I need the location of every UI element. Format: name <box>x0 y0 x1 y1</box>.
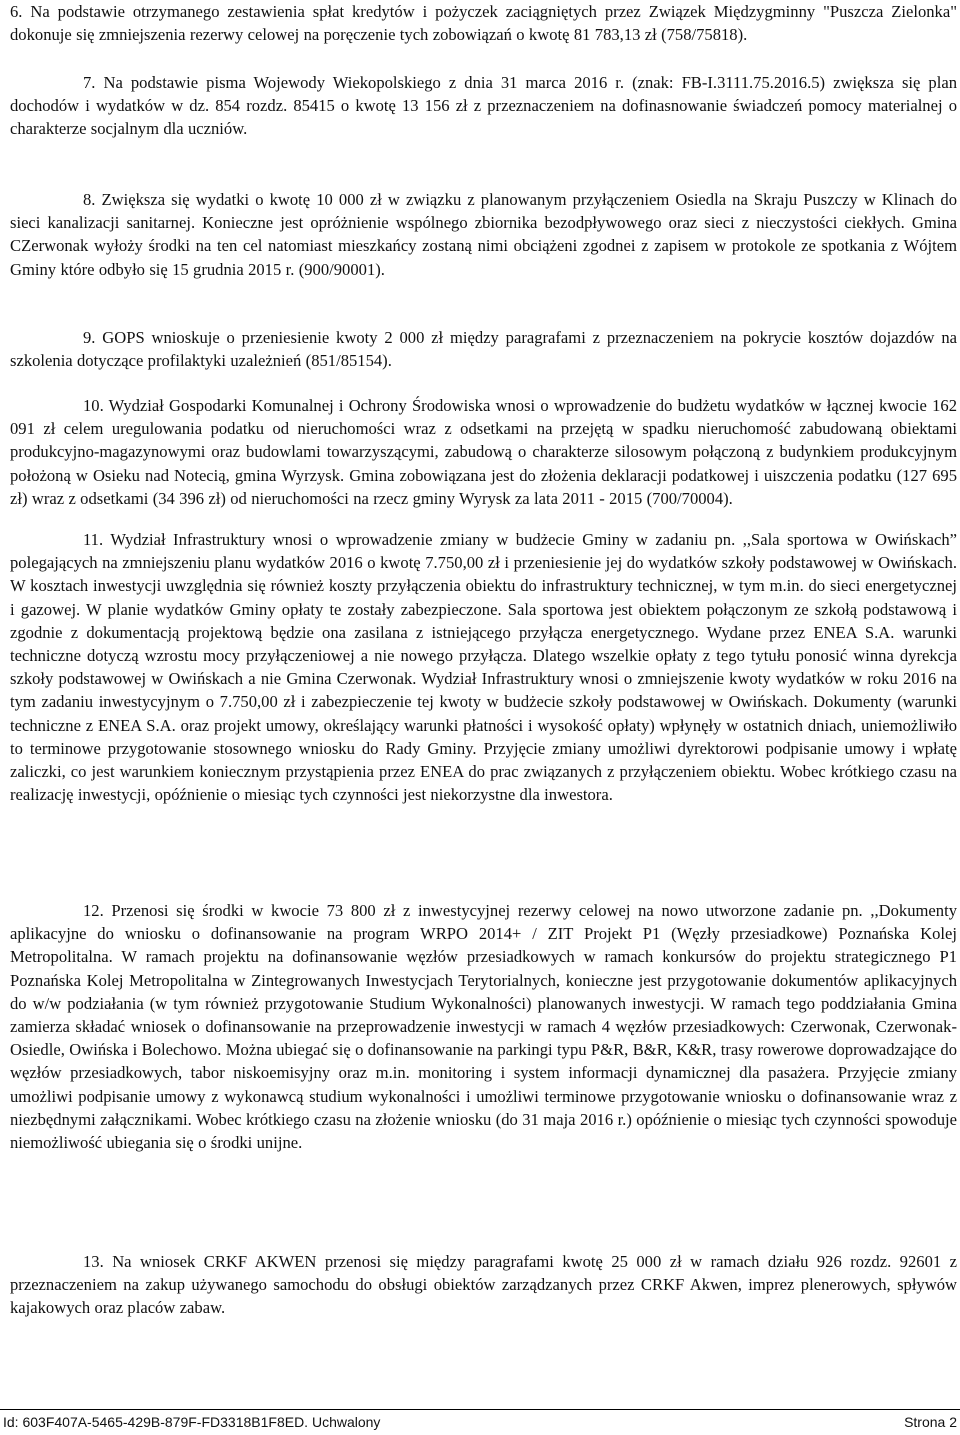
page-number-label: Strona 2 <box>904 1414 957 1430</box>
paragraph-10: 10. Wydział Gospodarki Komunalnej i Ochrony Środowiska wnosi o wprowadzenie do budżetu wydatków w łącznej kwocie 162 091 zł celem uregulowania podatku od nieruchomości wraz z odsetkami na przejętą w spadku nieruchomość zabudowaną obiektami produkcyjno-magazynowymi oraz budowlami towarzyszącymi, zabudową o charakterze silosowym połączoną z budynkiem produkcyjnym położoną w Osieku nad Notecią, gmina Wyrzysk. Gmina zobowiązana jest do złożenia deklaracji podatkowej i uiszczenia podatku (127 695 zł) wraz z odsetkami (34 396 zł) od nieruchomości na rzecz gminy Wyrysk za lata 2011 - 2015 (700/70004). <box>10 396 957 508</box>
document-id-label: Id: 603F407A-5465-429B-879F-FD3318B1F8ED. Uchwalony <box>3 1414 381 1430</box>
paragraph-11: 11. Wydział Infrastruktury wnosi o wprowadzenie zmiany w budżecie Gminy w zadaniu pn. ,,Sala sportowa w Owińskach” polegających na zmniejszeniu planu wydatków 2016 o kwotę 7.750,00 zł i przeniesienie jej do wydatków szkoły podstawowej w Owińskach. W kosztach inwestycji uwzględnia się również koszty przyłączenia obiektu do infrastruktury technicznej, w tym m.in. do sieci energetycznej i gazowej. W planie wydatków Gminy opłaty te zostały zabezpieczone. Sala sportowa jest obiektem połączonym ze szkołą podstawową i zgodnie z dokumentacją projektową będzie ona zasilana z istniejącego przyłącza energetycznego. Wydane przez ENEA S.A. warunki techniczne dotyczą wzrostu mocy przyłączeniowej a nie nowego przyłącza. Dlatego wszelkie opłaty z tego tytułu ponosić winna dyrekcja szkoły podstawowej w Owińskach a nie Gmina Czerwonak. Wydział Infrastruktury wnosi o zmniejszenie kwoty wydatków w roku 2016 na tym zadaniu inwestycyjnym o 7.750,00 zł i zabezpieczenie tej kwoty w budżecie szkoły podstawowej w Owińskach. Dokumenty (warunki techniczne z ENEA S.A. oraz projekt umowy, określający warunki płatności i wysokość opłaty) wpłynęły w ostatnich dniach, uniemożliwiło to terminowe przygotowanie stosownego wniosku do Rady Gminy. Przyjęcie zmiany umożliwi dyrektorowi podpisanie umowy i wpłatę zaliczki, co jest warunkiem koniecznym przystąpienia przez ENEA do prac związanych z przyłączeniem obiektu. Wobec krótkiego czasu na realizację inwestycji, opóźnienie o miesiąc tych czynności jest niekorzystne dla inwestora. <box>10 530 957 805</box>
footer-divider <box>0 1409 960 1410</box>
paragraph-6: 6. Na podstawie otrzymanego zestawienia spłat kredytów i pożyczek zaciągniętych przez Związek Międzygminny "Puszcza Zielonka" dokonuje się zmniejszenia rezerwy celowej na poręczenie tych zobowiązań o kwotę 81 783,13 zł (758/75818). <box>10 2 957 45</box>
paragraph-7: 7. Na podstawie pisma Wojewody Wiekopolskiego z dnia 31 marca 2016 r. (znak: FB-I.3111.75.2016.5) zwiększa się plan dochodów i wydatków w dz. 854 rozdz. 85415 o kwotę 13 156 zł z przeznaczeniem na dofinasnowanie świadczeń pomocy materialnej o charakterze socjalnym dla uczniów. <box>10 73 957 139</box>
paragraph-8: 8. Zwiększa się wydatki o kwotę 10 000 zł w związku z planowanym przyłączeniem Osiedla na Skraju Puszczy w Klinach do sieci kanalizacji sanitarnej. Konieczne jest opróżnienie wspólnego zbiornika bezodpływowego oraz sieci z nieczystości ciekłych. Gmina CZerwonak wyłoży środki na ten cel natomiast mieszkańcy zostaną nimi obciążeni zgodnei z zapisem w protokole ze spotkania z Wójtem Gminy które odbyło się 15 grudnia 2015 r. (900/90001). <box>10 190 957 279</box>
paragraph-9: 9. GOPS wnioskuje o przeniesienie kwoty 2 000 zł między paragrafami z przeznaczeniem na pokrycie kosztów dojazdów na szkolenia dotyczące profilaktyki uzależnień (851/85154). <box>10 328 957 371</box>
paragraph-13: 13. Na wniosek CRKF AKWEN przenosi się między paragrafami kwotę 25 000 zł w ramach działu 926 rozdz. 92601 z przeznaczeniem na zakup używanego samochodu do obsługi obiektów zarządzanych przez CRKF Akwen, imprez plenerowych, spływów kajakowych oraz placów zabaw. <box>10 1252 957 1318</box>
paragraph-12: 12. Przenosi się środki w kwocie 73 800 zł z inwestycyjnej rezerwy celowej na nowo utworzone zadanie pn. ,,Dokumenty aplikacyjne do wniosku o dofinansowanie na program WRPO 2014+ / ZIT Projekt P1 (Węzły przesiadkowe) Poznańska Kolej Metropolitalna. W ramach projektu na dofinansowanie węzłów przesiadkowych w ramach konkursów do projektu strategicznego P1 Poznańska Kolej Metropolitalna w Zintegrowanych Inwestycjach Terytorialnych, konieczne jest przygotowanie dokumentów aplikacyjnych do w/w podziałania (w tym również przygotowanie Studium Wykonalności) planowanych inwestycji. W ramach tego poddziałania Gmina zamierza składać wniosek o dofinansowanie na przeprowadzenie inwestycji w ramach 4 węzłów przesiadkowych: Czerwonak, Czerwonak-Osiedle, Owińska i Bolechowo. Można ubiegać się o dofinansowanie na parkingi typu P&R, B&R, K&R, trasy rowerowe doprowadzające do węzłów przesiadkowych, tabor niskoemisyjny oraz m.in. monitoring i system informacji dynamicznej dla pasażera. Przyjęcie zmiany umożliwi podpisanie umowy z wykonawcą studium wykonalności i umożliwi terminowe przygotowanie wniosku o dofinansowanie wraz z niezbędnymi załącznikami. Wobec krótkiego czasu na złożenie wniosku (do 31 maja 2016 r.) opóźnienie o miesiąc tych czynności spowoduje niemożliwość ubiegania się o środki unijne. <box>10 901 957 1153</box>
